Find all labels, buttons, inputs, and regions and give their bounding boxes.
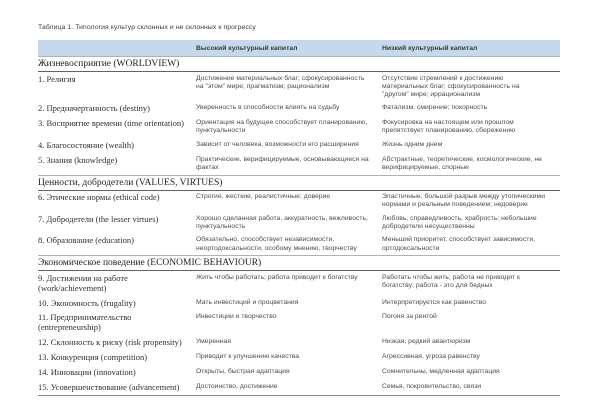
table-row xyxy=(38,380,560,395)
row-label: 4. Благосостояние (wealth) xyxy=(38,139,134,150)
row-label: 3. Восприятие времени (time orientation) xyxy=(38,118,184,129)
table-row xyxy=(38,153,560,175)
cell-low-capital: Жизнь одним днем xyxy=(382,140,443,148)
table-row xyxy=(38,365,560,380)
cell-low-capital: Низкая, редкий авантюризм xyxy=(382,338,471,346)
cell-high-capital: Жить чтобы работать; работа приводит к богатству xyxy=(196,273,358,281)
row-label: 12. Склонность к риску (risk propensity) xyxy=(38,337,182,348)
cell-low-capital: Работать чтобы жить; работа не приводит к богатству; работа - это для бедных xyxy=(382,273,520,290)
typology-table xyxy=(38,40,560,396)
table-row xyxy=(38,138,560,153)
table-row xyxy=(38,336,560,351)
table-caption: Таблица 1. Типология культур склонных и не склонных к прогрессу xyxy=(38,24,256,31)
cell-high-capital: Умеренная xyxy=(196,338,231,346)
row-label: 7. Добродетели (the lesser virtues) xyxy=(38,213,159,224)
row-label: 9. Достижения на работе (work/achievement) xyxy=(38,272,128,293)
row-label: 2. Предначертанность (destiny) xyxy=(38,103,150,114)
cell-high-capital: Достижение материальных благ; сфокусированность на "этом" мире; прагматизм; рационализм xyxy=(196,74,365,90)
table-body xyxy=(38,56,560,396)
cell-low-capital: Меньший приоритет, способствует зависимости, ортодоксальности xyxy=(382,236,536,252)
cell-low-capital: Любовь, справедливость, храбрость; небольшие добродетели несущественны xyxy=(382,214,537,231)
cell-high-capital: Строгие, жесткие, реалистичные; доверие xyxy=(196,193,331,201)
table-row xyxy=(38,296,560,311)
row-label: 1. Религия xyxy=(38,73,76,84)
cell-low-capital: Абстрактные, теоретические, космологические, не верифицируемые, спорные xyxy=(382,155,542,171)
cell-low-capital: Сомнительны, медленная адаптация xyxy=(382,367,500,375)
cell-low-capital: Интерпретируется как равенство xyxy=(382,298,486,306)
cell-high-capital: Обязательно, способствует независимости, неортодоксальности, особому мнению, творчеству xyxy=(196,236,357,252)
cell-high-capital: Приводит к улучшению качества xyxy=(196,353,300,361)
section-header: Экономическое поведение (ECONOMIC BEHAVIOUR) xyxy=(38,255,560,271)
cell-high-capital: Открыты, быстрая адаптация xyxy=(196,367,290,375)
row-label: 10. Экономность (frugality) xyxy=(38,297,136,308)
table-row xyxy=(38,351,560,366)
cell-low-capital: Эластичные, большой разрыв между утопическими нормами и реальным поведением; недоверие xyxy=(382,193,545,209)
row-label: 6. Этические нормы (ethical code) xyxy=(38,192,160,203)
row-label: 15. Усовершенствование (advancement) xyxy=(38,381,180,392)
table-row xyxy=(38,311,560,336)
cell-low-capital: Фатализм; смирение; покорность xyxy=(382,104,488,112)
row-label: 11. Предпринимательство (entrepreneurship) xyxy=(38,312,132,333)
cell-high-capital: Достоинство, достижение xyxy=(196,382,278,390)
table-row xyxy=(38,191,560,213)
table-header-row xyxy=(38,40,560,56)
cell-high-capital: Практические, верифицируемые, основывающиеся на фактах xyxy=(196,155,369,171)
cell-low-capital: Фокусировка на настоящем или прошлом препятствует планированию, сбережению xyxy=(382,119,516,135)
cell-high-capital: Зависит от человека, возможности его расширения xyxy=(196,140,359,148)
cell-high-capital: Хорошо сделанная работа, аккуратность, вежливость, пунктуальность xyxy=(196,214,368,231)
table-row xyxy=(38,234,560,256)
header-high-cultural-capital: Высокий культурный капитал xyxy=(196,44,298,52)
cell-low-capital: Отсутствие стремлений к достижению материальных благ; сфокусированность на "другом" мире; иррационализм xyxy=(382,74,520,99)
row-label: 13. Конкуренция (competition) xyxy=(38,352,148,363)
table-row xyxy=(38,72,560,102)
cell-high-capital: Мать инвестиций и процветания xyxy=(196,298,299,306)
section-header: Ценности, добродетели (VALUES, VIRTUES) xyxy=(38,175,560,191)
row-label: 14. Инновации (innovation) xyxy=(38,366,136,377)
cell-low-capital: Погоня за рентой xyxy=(382,313,437,321)
cell-low-capital: Семья, покровительство, связи xyxy=(382,382,481,390)
cell-high-capital: Уверенность в способности влиять на судьбу xyxy=(196,104,340,112)
cell-high-capital: Инвестиции и творчество xyxy=(196,313,277,321)
table-row xyxy=(38,271,560,296)
section-header: Жизневосприятие (WORLDVIEW) xyxy=(38,56,560,72)
cell-low-capital: Агрессивная, угроза равенству xyxy=(382,353,480,361)
cell-high-capital: Ориентация на будущее способствует планированию, пунктуальности xyxy=(196,119,368,135)
row-label: 8. Образование (education) xyxy=(38,235,134,246)
table-row xyxy=(38,212,560,234)
header-low-cultural-capital: Низкий культурный капитал xyxy=(382,44,478,52)
table-row xyxy=(38,102,560,117)
table-row xyxy=(38,117,560,139)
row-label: 5. Знания (knowledge) xyxy=(38,154,118,165)
